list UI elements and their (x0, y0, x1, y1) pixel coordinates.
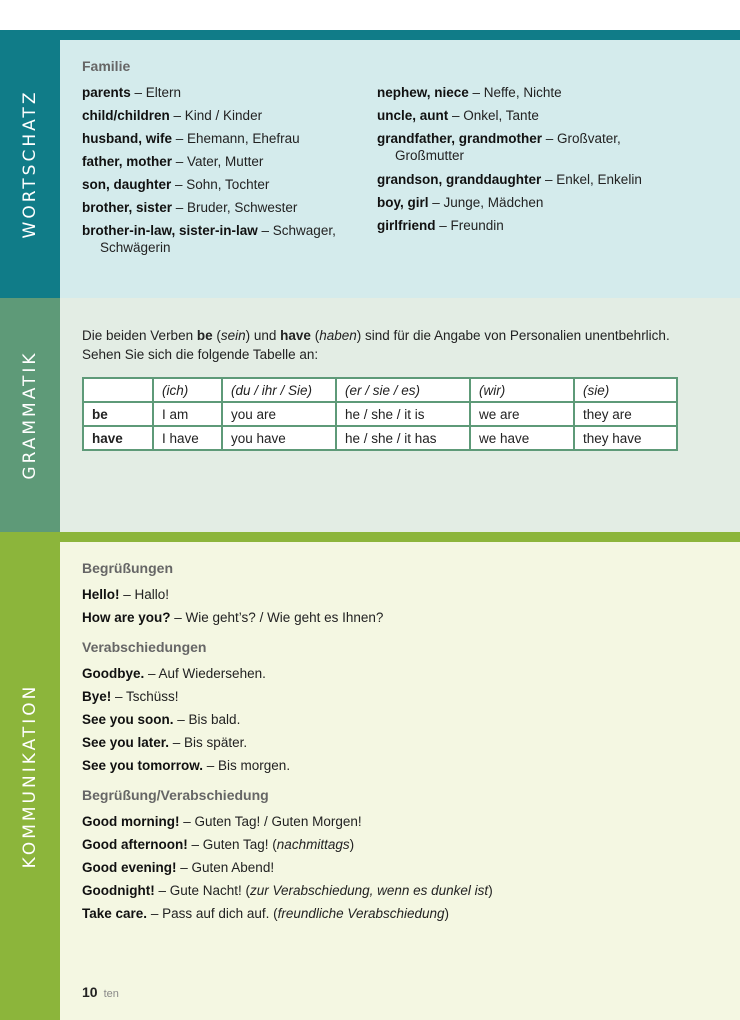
vocab-entry: grandfather, grandmother – Großvater, Großmutter (377, 131, 621, 163)
begruessung-verabschiedung-heading: Begrüßung/Verabschiedung (82, 787, 269, 803)
table-cell: (sie) (574, 378, 677, 402)
wortschatz-label: WORTSCHATZ (20, 89, 40, 239)
wortschatz-panel (60, 40, 740, 298)
phrase-line: See you tomorrow. – Bis morgen. (82, 758, 291, 773)
vocab-entry: nephew, niece – Neffe, Nichte (377, 85, 562, 100)
table-cell: (du / ihr / Sie) (222, 378, 336, 402)
phrase-line: How are you? – Wie geht’s? / Wie geht es Ihnen? (82, 610, 384, 625)
table-cell: you have (222, 426, 336, 450)
page-footer (82, 984, 119, 1000)
vocab-entry: parents – Eltern (82, 85, 182, 100)
table-row (83, 402, 677, 426)
grammatik-section (0, 298, 740, 532)
verabschiedungen-heading: Verabschiedungen (82, 639, 207, 655)
kommunikation-sidebar (0, 532, 60, 1020)
table-cell: he / she / it has (336, 426, 470, 450)
phrase-line: See you later. – Bis später. (82, 735, 248, 750)
table-cell: we are (470, 402, 574, 426)
table-cell: I have (153, 426, 222, 450)
table-cell: (er / sie / es) (336, 378, 470, 402)
vocab-entry: boy, girl – Junge, Mädchen (377, 195, 544, 210)
vocab-entry: brother-in-law, sister-in-law – Schwager, Schwägerin (82, 223, 336, 255)
kommunikation-topbar (60, 532, 740, 542)
phrase-line: Good morning! – Guten Tag! / Guten Morgen! (82, 814, 362, 829)
phrase-line: Good afternoon! – Guten Tag! (nachmittags) (82, 837, 355, 852)
vocab-entry: grandson, granddaughter – Enkel, Enkelin (377, 172, 642, 187)
grammatik-sidebar (0, 298, 60, 532)
table-row (83, 426, 677, 450)
wortschatz-sidebar (0, 30, 60, 298)
phrase-line: Bye! – Tschüss! (82, 689, 179, 704)
phrase-line: Hello! – Hallo! (82, 587, 170, 602)
kommunikation-section (0, 532, 740, 1020)
vocab-entry: brother, sister – Bruder, Schwester (82, 200, 298, 215)
table-cell: I am (153, 402, 222, 426)
table-cell: (ich) (153, 378, 222, 402)
verb-table (82, 377, 678, 451)
vocab-entry: girlfriend – Freundin (377, 218, 504, 233)
table-cell: we have (470, 426, 574, 450)
vocab-entry: father, mother – Vater, Mutter (82, 154, 264, 169)
table-cell: you are (222, 402, 336, 426)
vocab-entry: uncle, aunt – Onkel, Tante (377, 108, 539, 123)
grammatik-label: GRAMMATIK (20, 350, 40, 480)
phrase-line: See you soon. – Bis bald. (82, 712, 241, 727)
table-cell: they have (574, 426, 677, 450)
wortschatz-topbar (60, 30, 740, 40)
kommunikation-panel (60, 542, 740, 1020)
grammatik-panel (60, 298, 740, 532)
vocab-entry: son, daughter – Sohn, Tochter (82, 177, 270, 192)
kommunikation-label: KOMMUNIKATION (20, 683, 40, 869)
phrase-line: Goodbye. – Auf Wiedersehen. (82, 666, 266, 681)
page-number-word: ten (103, 988, 119, 1000)
table-cell: they are (574, 402, 677, 426)
table-cell: be (83, 402, 153, 426)
phrase-line: Take care. – Pass auf dich auf. (freundliche Verabschiedung) (82, 906, 450, 921)
familie-heading: Familie (82, 58, 131, 74)
grammatik-intro: Die beiden Verben be (sein) und have (haben) sind für die Angabe von Personalien unentbehrlich. Sehen Sie sich die folgende Tabelle an: (82, 328, 670, 362)
table-cell (83, 378, 153, 402)
vocab-entry: child/children – Kind / Kinder (82, 108, 263, 123)
table-cell: he / she / it is (336, 402, 470, 426)
begruessungen-heading: Begrüßungen (82, 560, 173, 576)
wortschatz-section (0, 30, 740, 298)
page-number: 10 (82, 984, 98, 1000)
table-cell: (wir) (470, 378, 574, 402)
vocab-entry: husband, wife – Ehemann, Ehefrau (82, 131, 300, 146)
phrase-line: Good evening! – Guten Abend! (82, 860, 275, 875)
table-cell: have (83, 426, 153, 450)
table-header-row (83, 378, 677, 402)
phrase-line: Goodnight! – Gute Nacht! (zur Verabschiedung, wenn es dunkel ist) (82, 883, 493, 898)
